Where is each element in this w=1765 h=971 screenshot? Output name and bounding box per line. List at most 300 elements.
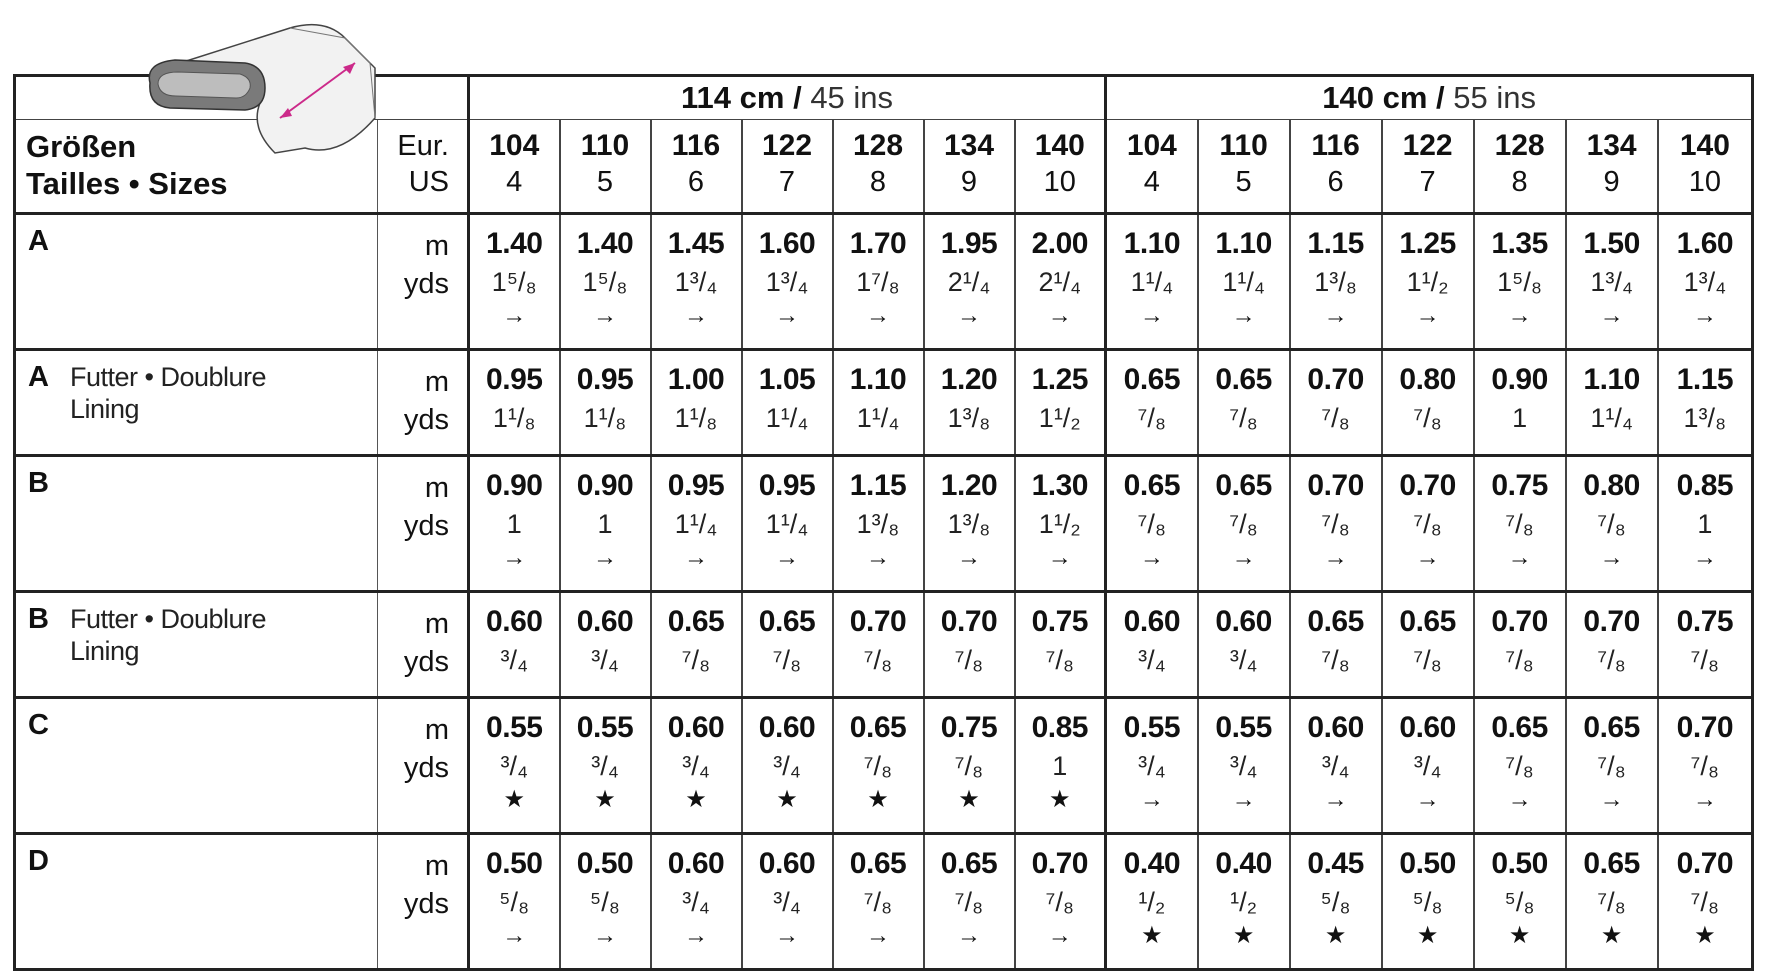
yards-value: ⁵/₈ bbox=[590, 887, 620, 917]
meters-value: 0.50 bbox=[1491, 847, 1548, 880]
meters-value: 0.60 bbox=[486, 605, 543, 638]
yards-value: ⁷/₈ bbox=[863, 887, 893, 917]
meters-value: 0.95 bbox=[667, 469, 725, 502]
meters-value: 1.25 bbox=[1031, 363, 1088, 396]
yardage-cell bbox=[924, 350, 1015, 456]
yardage-cell bbox=[1106, 698, 1198, 834]
meters-value: 0.70 bbox=[849, 605, 907, 638]
width-cm: 114 cm bbox=[681, 80, 785, 115]
meters-value: 0.60 bbox=[576, 605, 634, 638]
yardage-cell bbox=[469, 834, 560, 970]
yards-value: ⁷/₈ bbox=[681, 645, 711, 675]
yards-value: ³/₄ bbox=[500, 645, 528, 675]
meters-value: 0.65 bbox=[1215, 363, 1272, 396]
yards-value: 1³/₄ bbox=[1590, 267, 1633, 297]
yards-value: ³/₄ bbox=[591, 645, 619, 675]
yards-value: 2¹/₄ bbox=[1038, 267, 1082, 297]
unit-meters: m bbox=[424, 608, 449, 640]
meters-value: 0.75 bbox=[1676, 605, 1734, 638]
arrow-right-icon: → bbox=[1415, 544, 1440, 571]
view-letter: A bbox=[28, 361, 49, 393]
yards-value: ⁷/₈ bbox=[1321, 645, 1350, 675]
units-cell bbox=[378, 592, 469, 698]
arrow-right-icon: → bbox=[593, 922, 617, 949]
yardage-cell bbox=[651, 456, 742, 592]
yards-value: ⁷/₈ bbox=[1690, 645, 1720, 675]
yardage-cell bbox=[1290, 456, 1382, 592]
meters-value: 1.15 bbox=[1307, 227, 1364, 260]
yardage-cell bbox=[1106, 456, 1198, 592]
size-column-header bbox=[833, 120, 924, 214]
star-icon: ★ bbox=[594, 786, 616, 813]
size-column-header bbox=[742, 120, 833, 214]
view-letter: C bbox=[28, 709, 49, 741]
eur-size: 122 bbox=[761, 129, 813, 162]
us-size: 6 bbox=[1327, 166, 1344, 198]
eur-size: 116 bbox=[671, 129, 721, 162]
yardage-cell bbox=[833, 456, 924, 592]
yards-value: ⁷/₈ bbox=[1137, 509, 1167, 539]
yardage-cell bbox=[1198, 456, 1290, 592]
arrow-right-icon: → bbox=[502, 922, 527, 949]
yardage-cell bbox=[651, 350, 742, 456]
meters-value: 0.85 bbox=[1031, 711, 1088, 744]
yards-value: ³/₄ bbox=[682, 887, 710, 917]
unit-yards: yds bbox=[403, 268, 449, 300]
sizes-label-german: Größen bbox=[26, 129, 137, 164]
view-label-cell bbox=[15, 698, 378, 834]
star-icon: ★ bbox=[1141, 922, 1163, 949]
yardage-cell bbox=[1106, 834, 1198, 970]
yardage-cell bbox=[560, 698, 651, 834]
lining-label-en: Lining bbox=[70, 394, 140, 424]
yards-value: 1⁷/₈ bbox=[856, 267, 900, 297]
yards-value: ⁷/₈ bbox=[1413, 403, 1442, 433]
meters-value: 1.10 bbox=[1583, 363, 1640, 396]
unit-yards: yds bbox=[403, 752, 449, 784]
meters-value: 0.60 bbox=[1307, 711, 1364, 744]
meters-value: 0.90 bbox=[1491, 363, 1548, 396]
yards-value: 2¹/₄ bbox=[947, 267, 991, 297]
meters-value: 1.60 bbox=[758, 227, 816, 260]
eur-us-label bbox=[378, 120, 469, 214]
yardage-cell bbox=[1566, 592, 1658, 698]
yards-value: ¹/₂ bbox=[1230, 887, 1258, 917]
yardage-cell bbox=[1382, 350, 1474, 456]
yards-value: ⁵/₈ bbox=[1412, 887, 1443, 917]
width-ins: 55 ins bbox=[1453, 80, 1536, 115]
fabric-bolt-icon bbox=[140, 8, 380, 158]
yardage-cell bbox=[1474, 214, 1566, 350]
arrow-right-icon: → bbox=[866, 544, 890, 571]
arrow-right-icon: → bbox=[684, 544, 708, 571]
arrow-right-icon: → bbox=[1599, 544, 1624, 571]
yards-value: 1⁵/₈ bbox=[1497, 267, 1543, 297]
yardage-cell bbox=[560, 592, 651, 698]
yardage-cell bbox=[924, 214, 1015, 350]
meters-value: 0.70 bbox=[1583, 605, 1640, 638]
yards-value: ³/₄ bbox=[591, 751, 619, 781]
arrow-right-icon: → bbox=[1231, 544, 1256, 571]
meters-value: 1.95 bbox=[940, 227, 998, 260]
view-label-cell bbox=[15, 350, 378, 456]
yards-value: ⁷/₈ bbox=[1229, 403, 1258, 433]
yards-value: ⁷/₈ bbox=[1505, 751, 1534, 781]
meters-value: 0.75 bbox=[940, 711, 998, 744]
unit-meters: m bbox=[424, 366, 449, 398]
yardage-cell bbox=[1566, 350, 1658, 456]
yardage-cell bbox=[1382, 214, 1474, 350]
arrow-right-icon: → bbox=[775, 302, 799, 329]
us-label: US bbox=[408, 166, 449, 198]
yardage-cell bbox=[1290, 350, 1382, 456]
us-size: 10 bbox=[1043, 166, 1076, 198]
meters-value: 0.50 bbox=[1399, 847, 1456, 880]
yardage-cell bbox=[560, 456, 651, 592]
meters-value: 1.25 bbox=[1399, 227, 1456, 260]
yards-value: ³/₄ bbox=[1229, 645, 1258, 675]
eur-size: 134 bbox=[1586, 129, 1637, 162]
meters-value: 1.40 bbox=[486, 227, 543, 260]
fabric-yardage-chart bbox=[13, 74, 1751, 949]
yardage-cell bbox=[1474, 592, 1566, 698]
arrow-right-icon: → bbox=[1507, 786, 1532, 813]
unit-meters: m bbox=[424, 230, 449, 262]
yards-value: ⁷/₈ bbox=[1045, 645, 1075, 675]
view-letter: B bbox=[28, 467, 49, 499]
yards-value: ⁷/₈ bbox=[863, 751, 893, 781]
yardage-cell bbox=[833, 698, 924, 834]
meters-value: 0.65 bbox=[1399, 605, 1456, 638]
meters-value: 0.85 bbox=[1676, 469, 1734, 502]
us-size: 4 bbox=[1143, 166, 1160, 198]
fabric-width-140 bbox=[1106, 76, 1753, 120]
yardage-cell bbox=[1474, 698, 1566, 834]
width-cm: 140 cm bbox=[1322, 80, 1428, 115]
yardage-cell bbox=[1106, 214, 1198, 350]
meters-value: 0.60 bbox=[758, 847, 816, 880]
fabric-width-114 bbox=[469, 76, 1106, 120]
yardage-cell bbox=[1382, 456, 1474, 592]
yards-value: ⁷/₈ bbox=[1690, 887, 1720, 917]
meters-value: 1.50 bbox=[1583, 227, 1640, 260]
meters-value: 0.65 bbox=[1307, 605, 1364, 638]
width-ins: 45 ins bbox=[810, 80, 894, 115]
yardage-cell bbox=[924, 592, 1015, 698]
yards-value: 1³/₄ bbox=[765, 267, 809, 297]
yardage-cell bbox=[1658, 698, 1753, 834]
yards-value: 1³/₈ bbox=[1683, 403, 1727, 433]
arrow-right-icon: → bbox=[866, 922, 890, 949]
yards-value: 1³/₈ bbox=[1314, 267, 1357, 297]
meters-value: 1.15 bbox=[1676, 363, 1734, 396]
us-size: 6 bbox=[687, 166, 705, 198]
meters-value: 0.65 bbox=[1491, 711, 1548, 744]
yardage-cell bbox=[1382, 698, 1474, 834]
arrow-right-icon: → bbox=[866, 302, 890, 329]
star-icon: ★ bbox=[1049, 786, 1071, 813]
yards-value: 1¹/₄ bbox=[1222, 267, 1265, 297]
meters-value: 0.60 bbox=[758, 711, 816, 744]
unit-yards: yds bbox=[403, 510, 449, 542]
yards-value: 1 bbox=[1697, 509, 1713, 539]
meters-value: 0.70 bbox=[1307, 363, 1364, 396]
yardage-cell bbox=[742, 834, 833, 970]
yards-value: 1 bbox=[1512, 403, 1528, 433]
meters-value: 0.70 bbox=[1307, 469, 1364, 502]
yards-value: 1¹/₄ bbox=[765, 403, 809, 433]
arrow-right-icon: → bbox=[775, 544, 799, 571]
yardage-cell bbox=[1566, 214, 1658, 350]
meters-value: 0.60 bbox=[1215, 605, 1272, 638]
us-size: 5 bbox=[1235, 166, 1252, 198]
yards-value: 1¹/₂ bbox=[1038, 509, 1081, 539]
yardage-cell bbox=[742, 698, 833, 834]
yards-value: 1³/₈ bbox=[856, 509, 900, 539]
yardage-cell bbox=[1015, 592, 1106, 698]
yards-value: ¹/₂ bbox=[1138, 887, 1166, 917]
sizes-label-french-english: Tailles • Sizes bbox=[26, 166, 228, 201]
yardage-cell bbox=[1658, 350, 1753, 456]
yardage-cell bbox=[833, 350, 924, 456]
us-size: 5 bbox=[596, 166, 614, 198]
yards-value: ⁷/₈ bbox=[772, 645, 802, 675]
us-size: 10 bbox=[1688, 166, 1721, 198]
yards-value: ³/₄ bbox=[773, 887, 801, 917]
yardage-cell bbox=[924, 698, 1015, 834]
yardage-cell bbox=[1658, 214, 1753, 350]
yardage-cell bbox=[1290, 592, 1382, 698]
size-column-header bbox=[1382, 120, 1474, 214]
lining-label-de-fr: Futter • Doublure bbox=[70, 604, 267, 634]
arrow-right-icon: → bbox=[957, 302, 981, 329]
arrow-right-icon: → bbox=[1692, 786, 1717, 813]
yards-value: ⁷/₈ bbox=[1690, 751, 1720, 781]
units-cell bbox=[378, 350, 469, 456]
eur-size: 134 bbox=[943, 129, 995, 162]
yardage-cell bbox=[560, 214, 651, 350]
yardage-cell bbox=[1566, 456, 1658, 592]
us-size: 4 bbox=[506, 166, 523, 198]
meters-value: 0.55 bbox=[576, 711, 634, 744]
yardage-cell bbox=[651, 698, 742, 834]
view-row bbox=[15, 592, 1753, 698]
view-row bbox=[15, 350, 1753, 456]
yards-value: 1 bbox=[506, 509, 522, 539]
yardage-cell bbox=[1198, 214, 1290, 350]
yardage-cell bbox=[1198, 350, 1290, 456]
width-slash: / bbox=[784, 80, 811, 115]
eur-size: 110 bbox=[1219, 129, 1268, 162]
view-letter: D bbox=[28, 845, 49, 877]
star-icon: ★ bbox=[1232, 922, 1255, 949]
star-icon: ★ bbox=[1324, 922, 1347, 949]
yardage-cell bbox=[1566, 698, 1658, 834]
us-size: 7 bbox=[1419, 166, 1436, 198]
unit-meters: m bbox=[424, 714, 449, 746]
unit-yards: yds bbox=[403, 888, 449, 920]
arrow-right-icon: → bbox=[1323, 544, 1348, 571]
unit-meters: m bbox=[424, 850, 449, 882]
size-column-header bbox=[1198, 120, 1290, 214]
meters-value: 0.65 bbox=[849, 847, 907, 880]
us-size: 8 bbox=[869, 166, 887, 198]
meters-value: 0.65 bbox=[1215, 469, 1272, 502]
yardage-cell bbox=[651, 592, 742, 698]
yards-value: ⁵/₈ bbox=[499, 887, 530, 917]
yards-value: ³/₄ bbox=[1138, 645, 1166, 675]
meters-value: 0.65 bbox=[1123, 363, 1181, 396]
yardage-cell bbox=[651, 214, 742, 350]
yards-value: ⁷/₈ bbox=[1505, 645, 1534, 675]
us-size: 8 bbox=[1511, 166, 1528, 198]
view-label-cell bbox=[15, 456, 378, 592]
yardage-cell bbox=[1474, 834, 1566, 970]
meters-value: 2.00 bbox=[1031, 227, 1088, 260]
yardage-cell bbox=[1198, 834, 1290, 970]
meters-value: 1.40 bbox=[576, 227, 634, 260]
meters-value: 0.75 bbox=[1491, 469, 1548, 502]
eur-size: 122 bbox=[1402, 129, 1453, 162]
view-row bbox=[15, 214, 1753, 350]
yardage-cell bbox=[924, 834, 1015, 970]
us-size: 9 bbox=[1603, 166, 1620, 198]
eur-size: 104 bbox=[1126, 129, 1177, 162]
yardage-cell bbox=[1382, 592, 1474, 698]
yardage-cell bbox=[1290, 214, 1382, 350]
meters-value: 0.65 bbox=[758, 605, 816, 638]
yards-value: 1³/₈ bbox=[947, 403, 991, 433]
arrow-right-icon: → bbox=[502, 302, 527, 329]
meters-value: 0.65 bbox=[940, 847, 998, 880]
arrow-right-icon: → bbox=[775, 922, 799, 949]
yards-value: 1¹/₈ bbox=[674, 403, 718, 433]
yards-value: 1³/₄ bbox=[674, 267, 718, 297]
yards-value: 1 bbox=[597, 509, 613, 539]
yards-value: ⁷/₈ bbox=[1137, 403, 1167, 433]
yardage-cell bbox=[1198, 592, 1290, 698]
yardage-cell bbox=[560, 834, 651, 970]
lining-label bbox=[70, 603, 266, 667]
meters-value: 0.40 bbox=[1123, 847, 1181, 880]
star-icon: ★ bbox=[867, 786, 889, 813]
units-cell bbox=[378, 456, 469, 592]
size-column-header bbox=[1290, 120, 1382, 214]
arrow-right-icon: → bbox=[1415, 302, 1440, 329]
yards-value: 1⁵/₈ bbox=[491, 267, 537, 297]
yards-value: 1¹/₈ bbox=[492, 403, 536, 433]
size-column-header bbox=[469, 120, 560, 214]
yardage-cell bbox=[1658, 456, 1753, 592]
meters-value: 0.70 bbox=[1399, 469, 1456, 502]
yards-value: ³/₄ bbox=[1229, 751, 1258, 781]
size-column-header bbox=[1658, 120, 1753, 214]
meters-value: 0.95 bbox=[758, 469, 816, 502]
size-column-header bbox=[924, 120, 1015, 214]
yards-value: 1¹/₄ bbox=[765, 509, 809, 539]
yardage-cell bbox=[469, 350, 560, 456]
meters-value: 0.70 bbox=[1676, 847, 1734, 880]
yardage-cell bbox=[1566, 834, 1658, 970]
arrow-right-icon: → bbox=[1507, 302, 1532, 329]
yards-value: 1⁵/₈ bbox=[582, 267, 628, 297]
meters-value: 0.60 bbox=[1123, 605, 1181, 638]
yards-value: ³/₄ bbox=[682, 751, 710, 781]
yardage-cell bbox=[1474, 456, 1566, 592]
yards-value: 1³/₄ bbox=[1683, 267, 1727, 297]
yards-value: 1¹/₂ bbox=[1038, 403, 1081, 433]
yards-value: ⁷/₈ bbox=[1321, 403, 1350, 433]
yardage-cell bbox=[833, 214, 924, 350]
arrow-right-icon: → bbox=[1599, 786, 1624, 813]
yardage-cell bbox=[1290, 834, 1382, 970]
units-cell bbox=[378, 214, 469, 350]
star-icon: ★ bbox=[1600, 922, 1623, 949]
star-icon: ★ bbox=[1508, 922, 1531, 949]
arrow-right-icon: → bbox=[1415, 786, 1440, 813]
star-icon: ★ bbox=[958, 786, 980, 813]
meters-value: 0.65 bbox=[1583, 847, 1640, 880]
yards-value: 1¹/₈ bbox=[583, 403, 627, 433]
yards-value: 1¹/₂ bbox=[1406, 267, 1449, 297]
arrow-right-icon: → bbox=[1047, 544, 1072, 571]
meters-value: 0.55 bbox=[486, 711, 543, 744]
lining-label bbox=[70, 361, 266, 425]
arrow-right-icon: → bbox=[1047, 302, 1072, 329]
meters-value: 0.55 bbox=[1215, 711, 1272, 744]
yards-value: ³/₄ bbox=[1138, 751, 1166, 781]
arrow-right-icon: → bbox=[593, 302, 617, 329]
yardage-cell bbox=[833, 592, 924, 698]
yardage-cell bbox=[469, 214, 560, 350]
width-slash: / bbox=[1427, 80, 1454, 115]
meters-value: 1.60 bbox=[1676, 227, 1734, 260]
yards-value: ³/₄ bbox=[1321, 751, 1350, 781]
yardage-cell bbox=[833, 834, 924, 970]
meters-value: 0.65 bbox=[1583, 711, 1640, 744]
star-icon: ★ bbox=[1416, 922, 1439, 949]
yardage-cell bbox=[651, 834, 742, 970]
yards-value: 1¹/₄ bbox=[1590, 403, 1633, 433]
yardage-cell bbox=[1382, 834, 1474, 970]
view-label-cell bbox=[15, 214, 378, 350]
meters-value: 0.75 bbox=[1031, 605, 1088, 638]
meters-value: 0.80 bbox=[1583, 469, 1640, 502]
star-icon: ★ bbox=[503, 786, 525, 813]
yardage-cell bbox=[742, 350, 833, 456]
meters-value: 0.80 bbox=[1399, 363, 1456, 396]
meters-value: 0.40 bbox=[1215, 847, 1272, 880]
meters-value: 0.70 bbox=[1031, 847, 1088, 880]
yardage-cell bbox=[1474, 350, 1566, 456]
arrow-right-icon: → bbox=[1507, 544, 1532, 571]
us-size: 7 bbox=[778, 166, 796, 198]
meters-value: 1.35 bbox=[1491, 227, 1548, 260]
meters-value: 1.00 bbox=[667, 363, 725, 396]
unit-meters: m bbox=[424, 472, 449, 504]
yardage-cell bbox=[1015, 456, 1106, 592]
unit-yards: yds bbox=[403, 404, 449, 436]
yardage-cell bbox=[1290, 698, 1382, 834]
view-row bbox=[15, 698, 1753, 834]
yards-value: ³/₄ bbox=[500, 751, 528, 781]
meters-value: 0.55 bbox=[1123, 711, 1181, 744]
arrow-right-icon: → bbox=[957, 922, 981, 949]
meters-value: 0.70 bbox=[1676, 711, 1734, 744]
arrow-right-icon: → bbox=[1692, 302, 1717, 329]
yards-value: ⁷/₈ bbox=[1229, 509, 1258, 539]
meters-value: 0.65 bbox=[667, 605, 725, 638]
